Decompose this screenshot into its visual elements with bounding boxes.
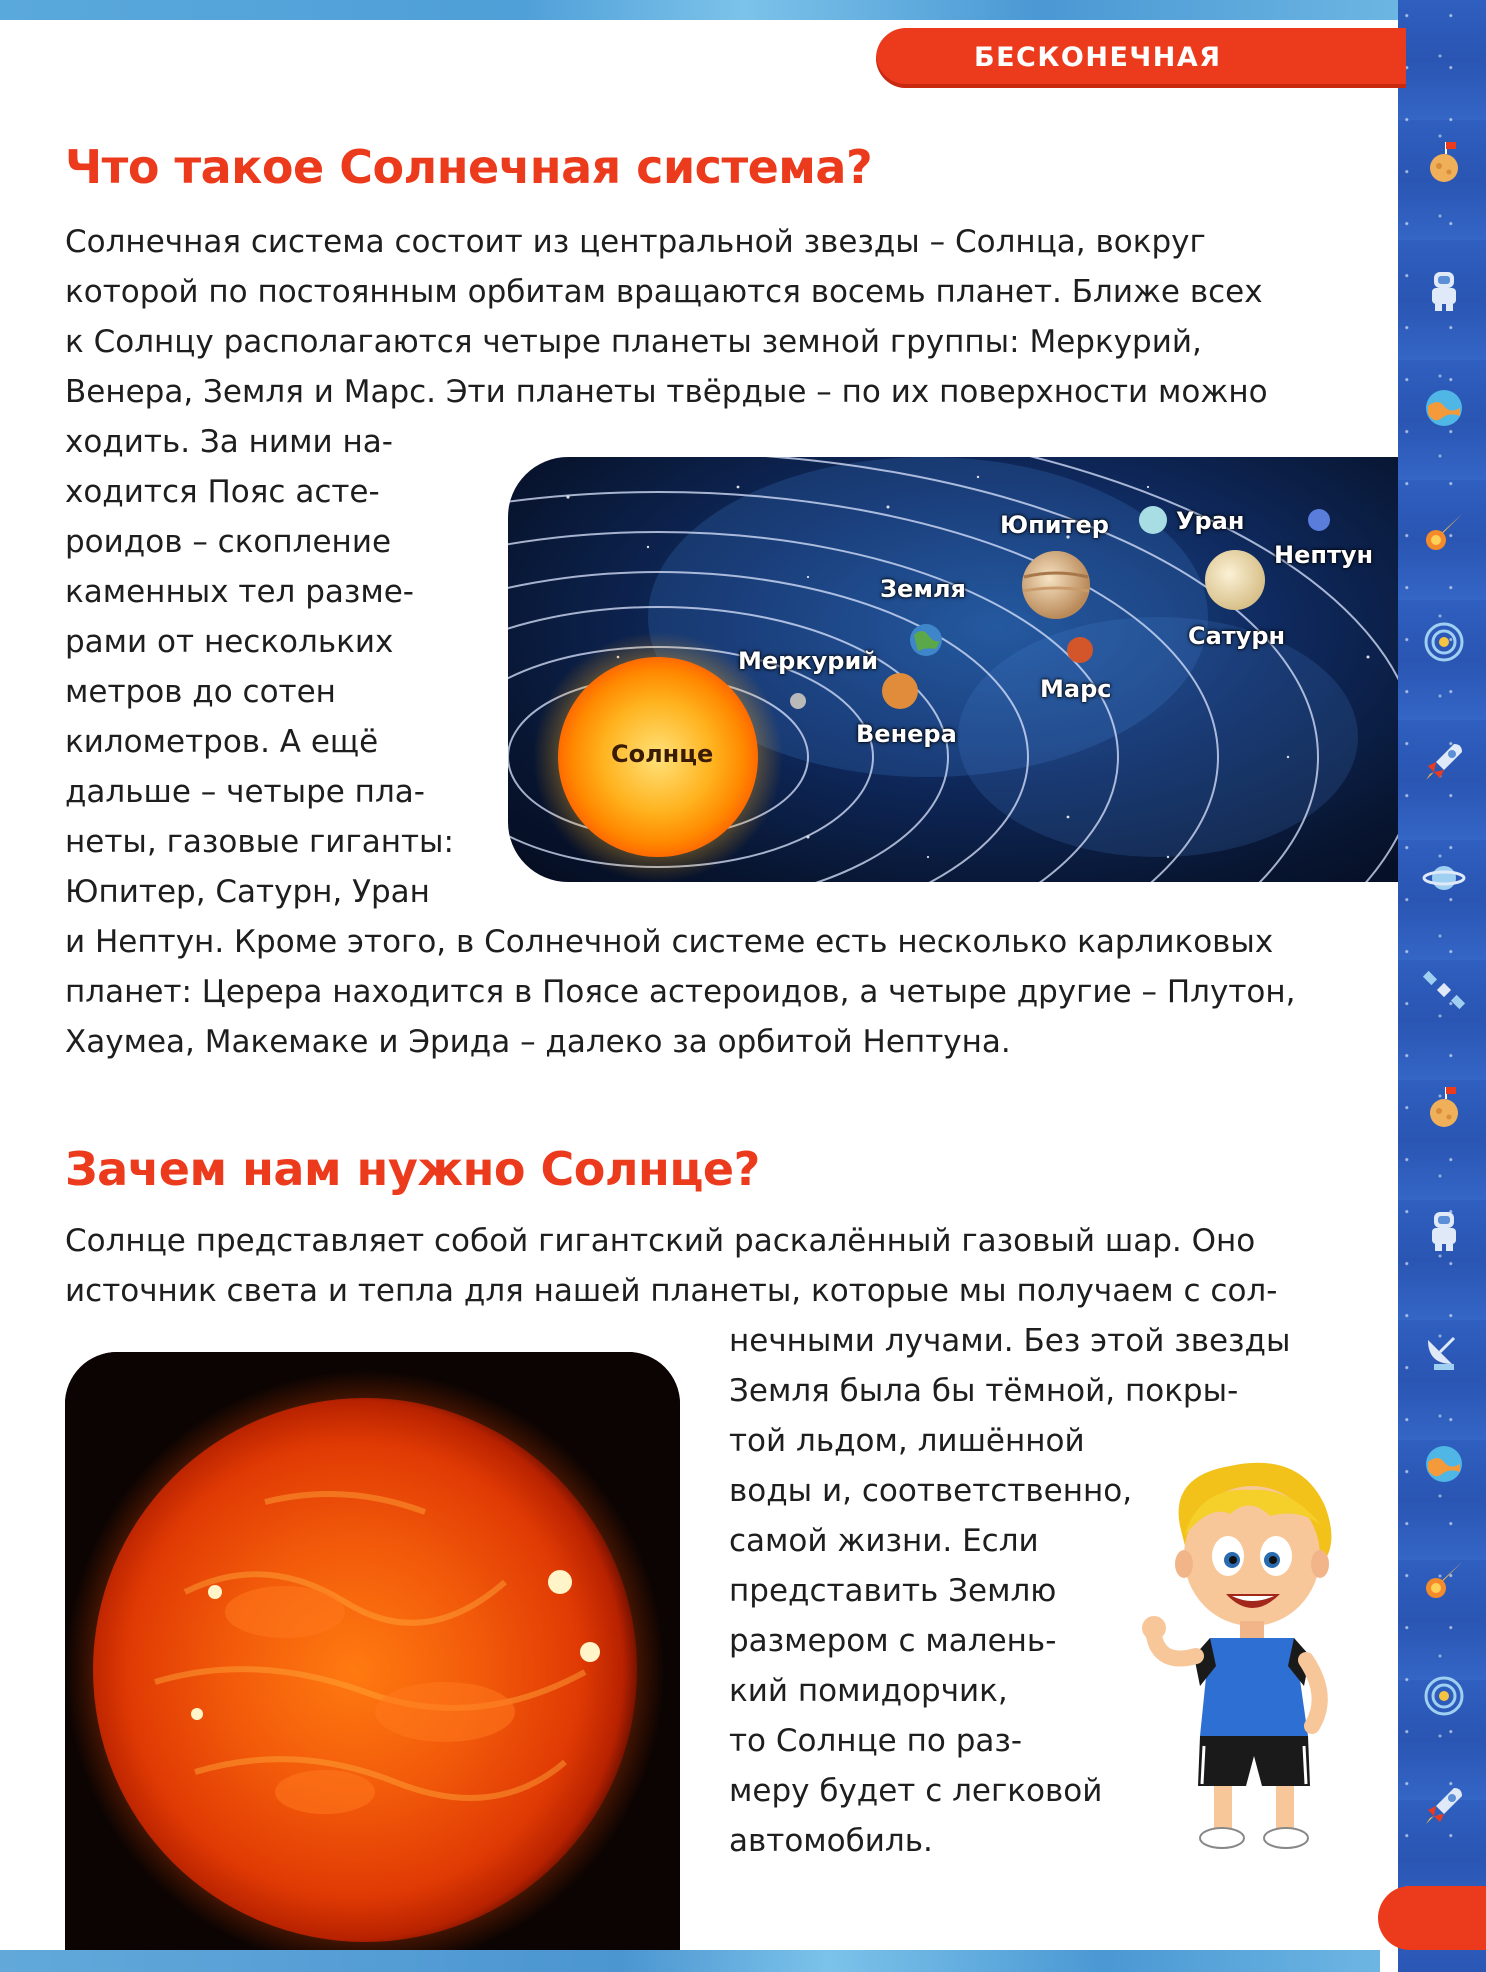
uranus-label: Уран — [1176, 507, 1245, 535]
planet-icon — [1422, 1442, 1466, 1486]
galaxy-icon — [1422, 620, 1466, 664]
mercury-label: Меркурий — [738, 647, 879, 675]
text-line: той льдом, лишённой — [729, 1423, 1085, 1459]
jupiter-label: Юпитер — [1000, 511, 1109, 539]
earth-label: Земля — [880, 575, 966, 603]
text-line: самой жизни. Если — [729, 1523, 1039, 1559]
comet-icon — [1422, 1558, 1466, 1602]
text-line: источник света и тепла для нашей планеты, которые мы получаем с сол- — [65, 1273, 1278, 1309]
section-2-paragraph-top — [65, 1216, 1277, 1316]
text-line: рами от нескольких — [65, 624, 394, 660]
text-line: размером с малень- — [729, 1623, 1057, 1659]
rocket-icon — [1422, 740, 1466, 784]
text-line: планет: Церера находится в Поясе астероидов, а четыре другие – Плутон, — [65, 974, 1296, 1010]
section-2-title: Зачем нам нужно Солнце? — [65, 1142, 760, 1196]
text-line: ходить. За ними на- — [65, 424, 393, 460]
ringed-planet-icon — [1422, 856, 1466, 900]
mars-label: Марс — [1040, 675, 1112, 703]
galaxy-icon — [1422, 1674, 1466, 1718]
cartoon-boy-illustration — [1140, 1456, 1370, 1856]
section-1-title: Что такое Солнечная система? — [65, 140, 873, 194]
section-1-paragraph-top — [65, 217, 1268, 417]
text-line: к Солнцу располагаются четыре планеты земной группы: Меркурий, — [65, 324, 1202, 360]
text-line: автомобиль. — [729, 1823, 933, 1859]
text-line: Венера, Земля и Марс. Эти планеты твёрдые – по их поверхности можно — [65, 374, 1268, 410]
sun-label: Солнце — [611, 740, 714, 768]
solar-system-graphic — [508, 457, 1398, 882]
text-line: дальше – четыре пла- — [65, 774, 425, 810]
text-line: представить Землю — [729, 1573, 1057, 1609]
moon-flag-icon — [1422, 140, 1466, 184]
text-line: которой по постоянным орбитам вращаются восемь планет. Ближе всех — [65, 274, 1263, 310]
sun-photo — [65, 1352, 680, 1972]
text-line: метров до сотен — [65, 674, 336, 710]
planet-icon — [1422, 386, 1466, 430]
neptune-label: Нептун — [1274, 541, 1374, 569]
section-1-paragraph-narrow — [65, 417, 454, 917]
satellite-dish-icon — [1422, 1330, 1466, 1374]
moon-flag-icon — [1422, 1085, 1466, 1129]
text-line: то Солнце по раз- — [729, 1723, 1023, 1759]
satellite-icon — [1422, 968, 1466, 1012]
comet-icon — [1422, 510, 1466, 554]
text-line: нечными лучами. Без этой звезды — [729, 1323, 1291, 1359]
text-line: воды и, соответственно, — [729, 1473, 1133, 1509]
text-line: ходится Пояс асте- — [65, 474, 380, 510]
text-line: Солнечная система состоит из центральной звезды – Солнца, вокруг — [65, 224, 1206, 260]
bottom-decorative-strip — [0, 1950, 1380, 1972]
section-banner: БЕСКОНЕЧНАЯ ВСЕЛЕННАЯ — [876, 28, 1406, 88]
rocket-icon — [1422, 1784, 1466, 1828]
astronaut-icon — [1422, 268, 1466, 312]
section-1-paragraph-bottom — [65, 917, 1295, 1067]
top-decorative-strip — [0, 0, 1486, 20]
solar-system-illustration — [508, 457, 1398, 882]
text-line: каменных тел разме- — [65, 574, 414, 610]
page-number-tab — [1378, 1886, 1486, 1950]
text-line: Солнце представляет собой гигантский раскалённый газовый шар. Оно — [65, 1223, 1256, 1259]
text-line: и Нептун. Кроме этого, в Солнечной системе есть несколько карликовых — [65, 924, 1274, 960]
sun-photo-graphic — [65, 1352, 680, 1972]
text-line: неты, газовые гиганты: — [65, 824, 454, 860]
venus-label: Венера — [856, 720, 957, 748]
text-line: Хаумеа, Макемаке и Эрида – далеко за орбитой Нептуна. — [65, 1024, 1011, 1060]
text-line: Земля была бы тёмной, покры- — [729, 1373, 1239, 1409]
text-line: километров. А ещё — [65, 724, 379, 760]
text-line: меру будет с легковой — [729, 1773, 1103, 1809]
saturn-label: Сатурн — [1188, 622, 1286, 650]
astronaut-icon — [1422, 1208, 1466, 1252]
text-line: кий помидорчик, — [729, 1673, 1008, 1709]
text-line: роидов – скопление — [65, 524, 392, 560]
text-line: Юпитер, Сатурн, Уран — [65, 874, 430, 910]
